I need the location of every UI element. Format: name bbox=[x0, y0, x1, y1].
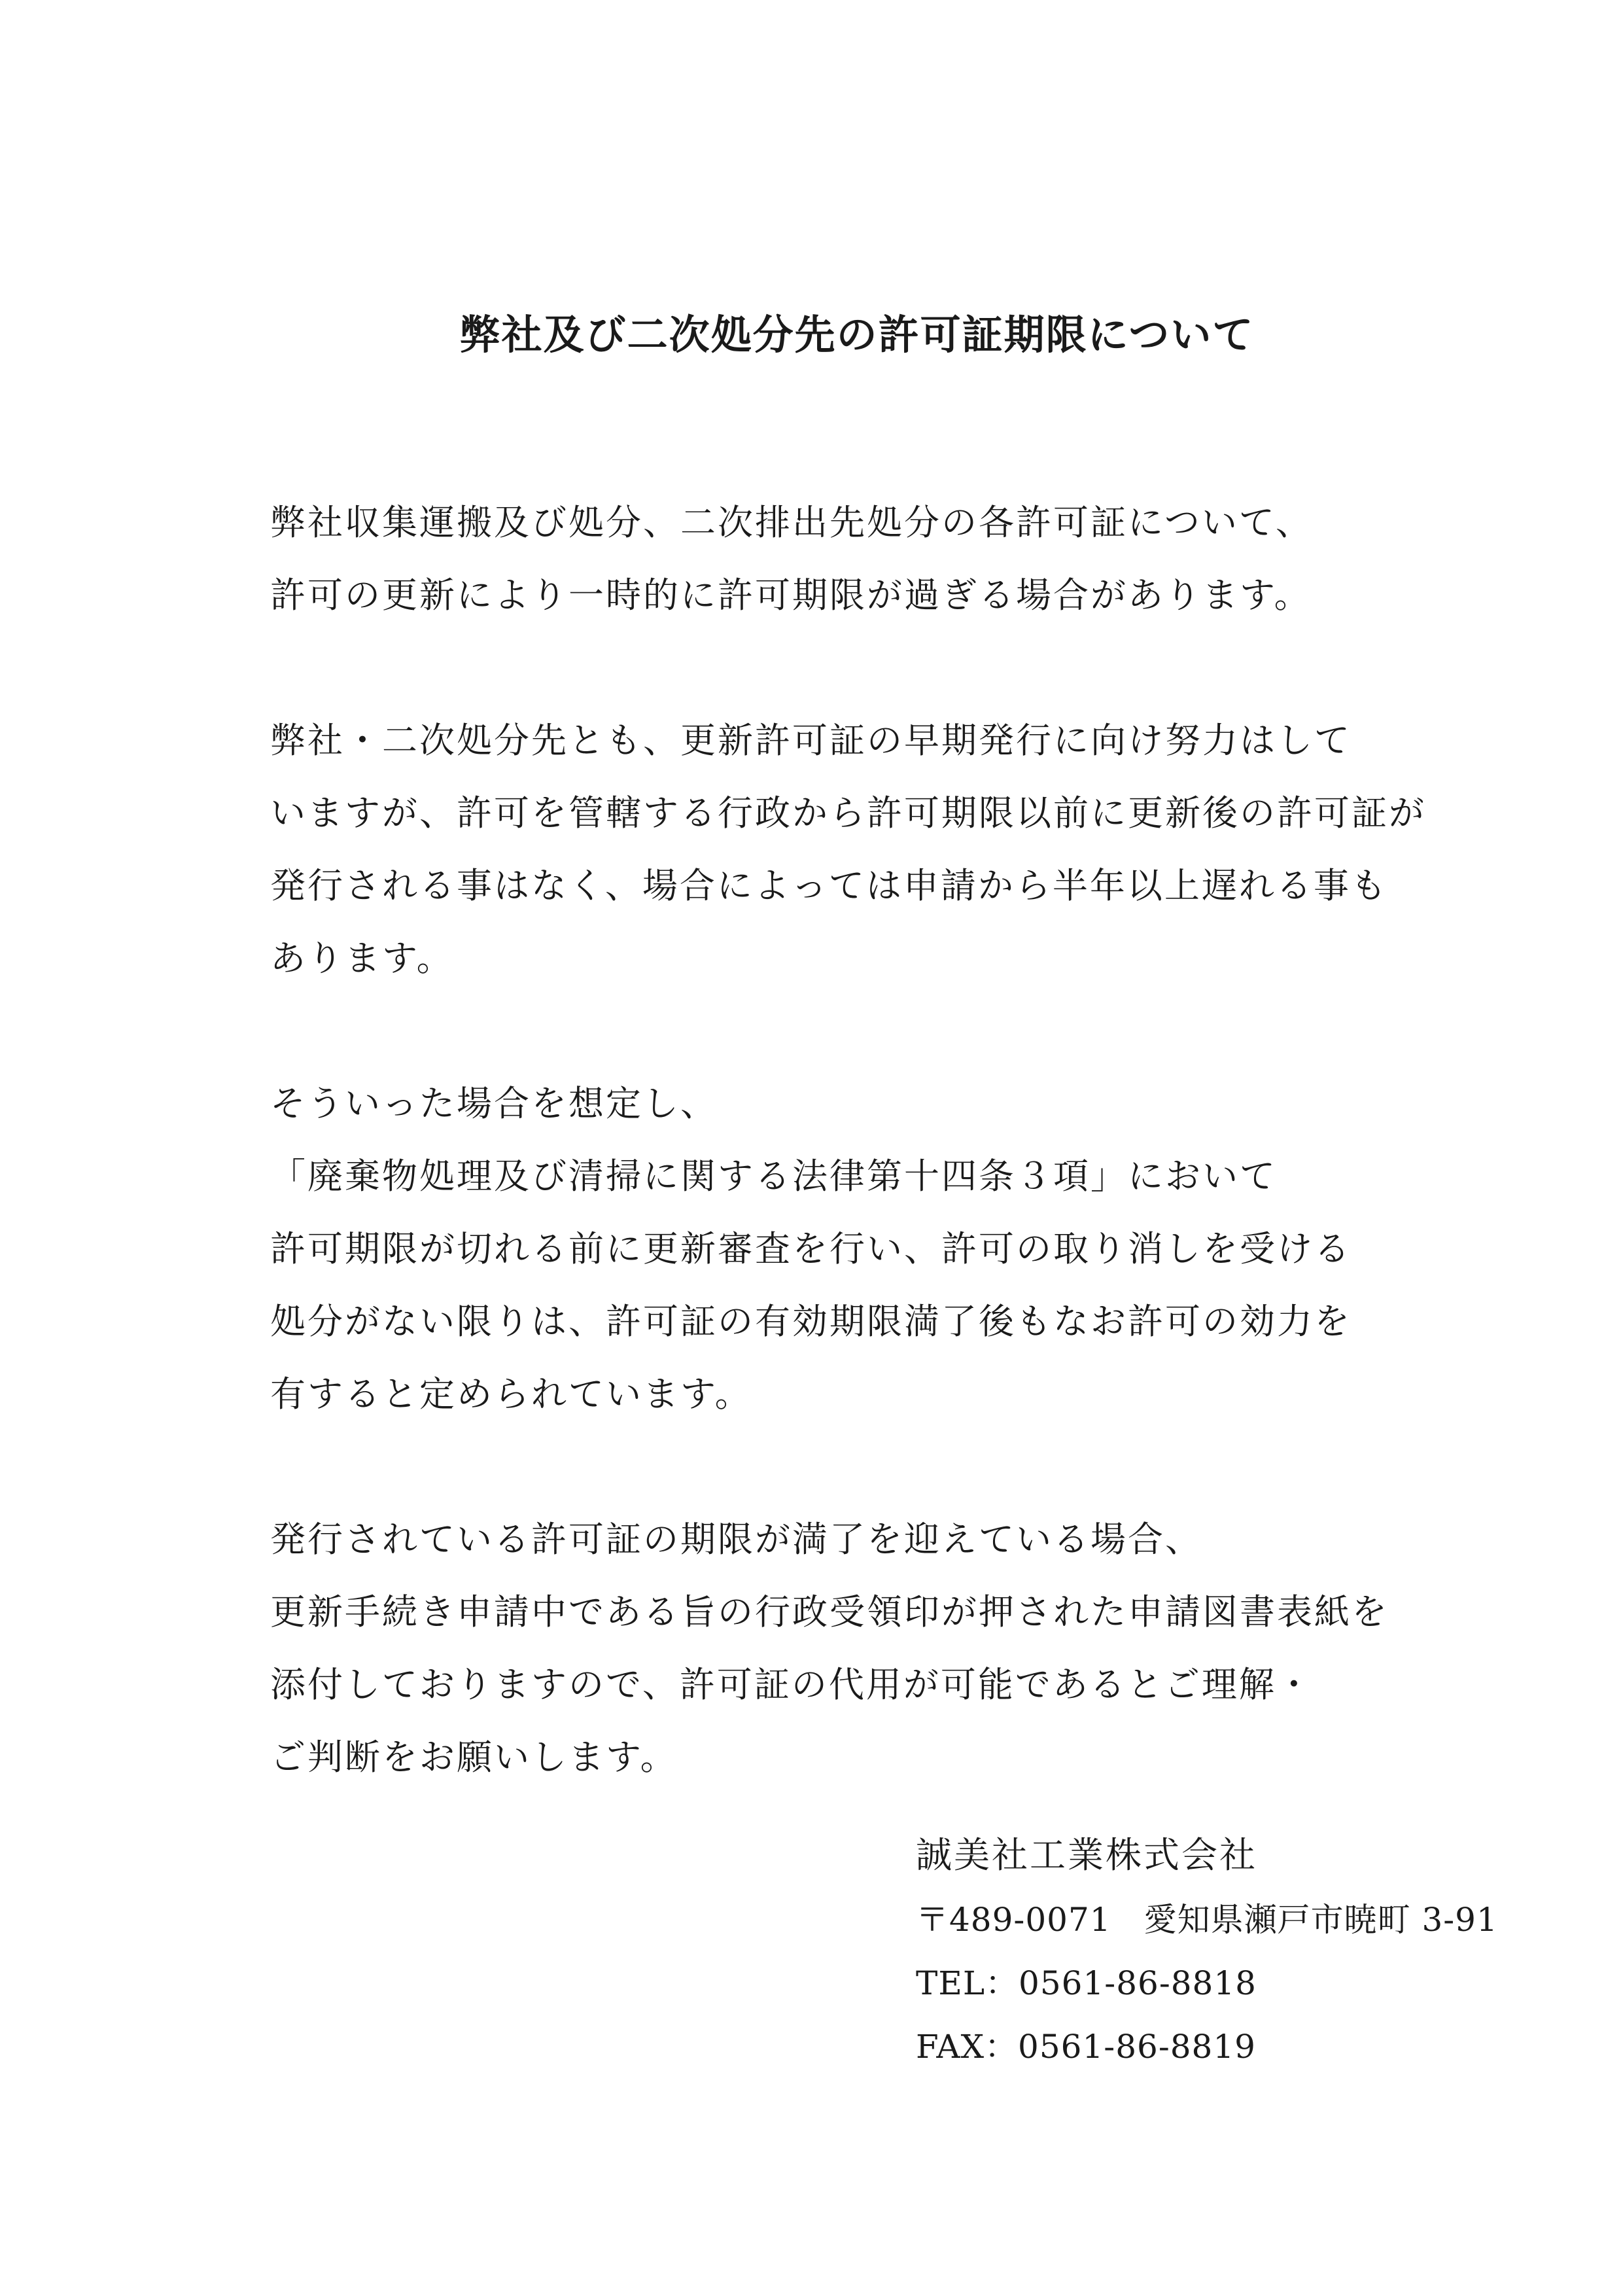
document-title: 弊社及び二次処分先の許可証期限について bbox=[459, 310, 1255, 359]
paragraph-line: 有すると定められています。 bbox=[270, 1373, 752, 1415]
paragraph-3 bbox=[270, 1067, 1546, 1430]
company-name: 誠美社工業株式会社 bbox=[916, 1834, 1258, 1876]
paragraph-line: いますが、許可を管轄する行政から許可期限以前に更新後の許可証が bbox=[270, 792, 1426, 834]
signature-block bbox=[916, 1832, 1570, 2089]
paragraph-4 bbox=[270, 1503, 1546, 1793]
paragraph-line: 処分がない限りは、許可証の有効期限満了後もなお許可の効力を bbox=[270, 1301, 1352, 1342]
paragraph-line: 発行されている許可証の期限が満了を迎えている場合、 bbox=[270, 1519, 1202, 1560]
paragraph-1 bbox=[270, 486, 1546, 631]
fax-number: FAX：0561-86-8819 bbox=[916, 2027, 1256, 2066]
paragraph-line: 「廃棄物処理及び清掃に関する法律第十四条３項」において bbox=[270, 1156, 1277, 1197]
paragraph-line: 許可の更新により一時的に許可期限が過ぎる場合があります。 bbox=[270, 574, 1312, 616]
paragraph-line: ご判断をお願いします。 bbox=[270, 1737, 678, 1778]
paragraph-line: 許可期限が切れる前に更新審査を行い、許可の取り消しを受ける bbox=[270, 1228, 1352, 1269]
paragraph-line: 更新手続き申請中である旨の行政受領印が押された申請図書表紙を bbox=[270, 1591, 1389, 1633]
document-body bbox=[270, 486, 1546, 1866]
street-address: 愛知県瀬戸市暁町 3-91 bbox=[1143, 1900, 1498, 1939]
phone-number: TEL：0561-86-8818 bbox=[916, 1964, 1257, 2002]
paragraph-line: あります。 bbox=[270, 938, 454, 979]
paragraph-line: 発行される事はなく、場合によっては申請から半年以上遅れる事も bbox=[270, 865, 1388, 906]
paragraph-2 bbox=[270, 704, 1546, 995]
paragraph-line: 添付しておりますので、許可証の代用が可能であるとご理解・ bbox=[270, 1664, 1314, 1705]
address-line bbox=[916, 1899, 1570, 1941]
paragraph-line: そういった場合を想定し、 bbox=[270, 1083, 718, 1124]
paragraph-line: 弊社収集運搬及び処分、二次排出先処分の各許可証について、 bbox=[270, 502, 1313, 543]
postal-code: 〒489-0071 bbox=[916, 1900, 1111, 1939]
paragraph-line: 弊社・二次処分先とも、更新許可証の早期発行に向け努力はして bbox=[270, 720, 1352, 761]
